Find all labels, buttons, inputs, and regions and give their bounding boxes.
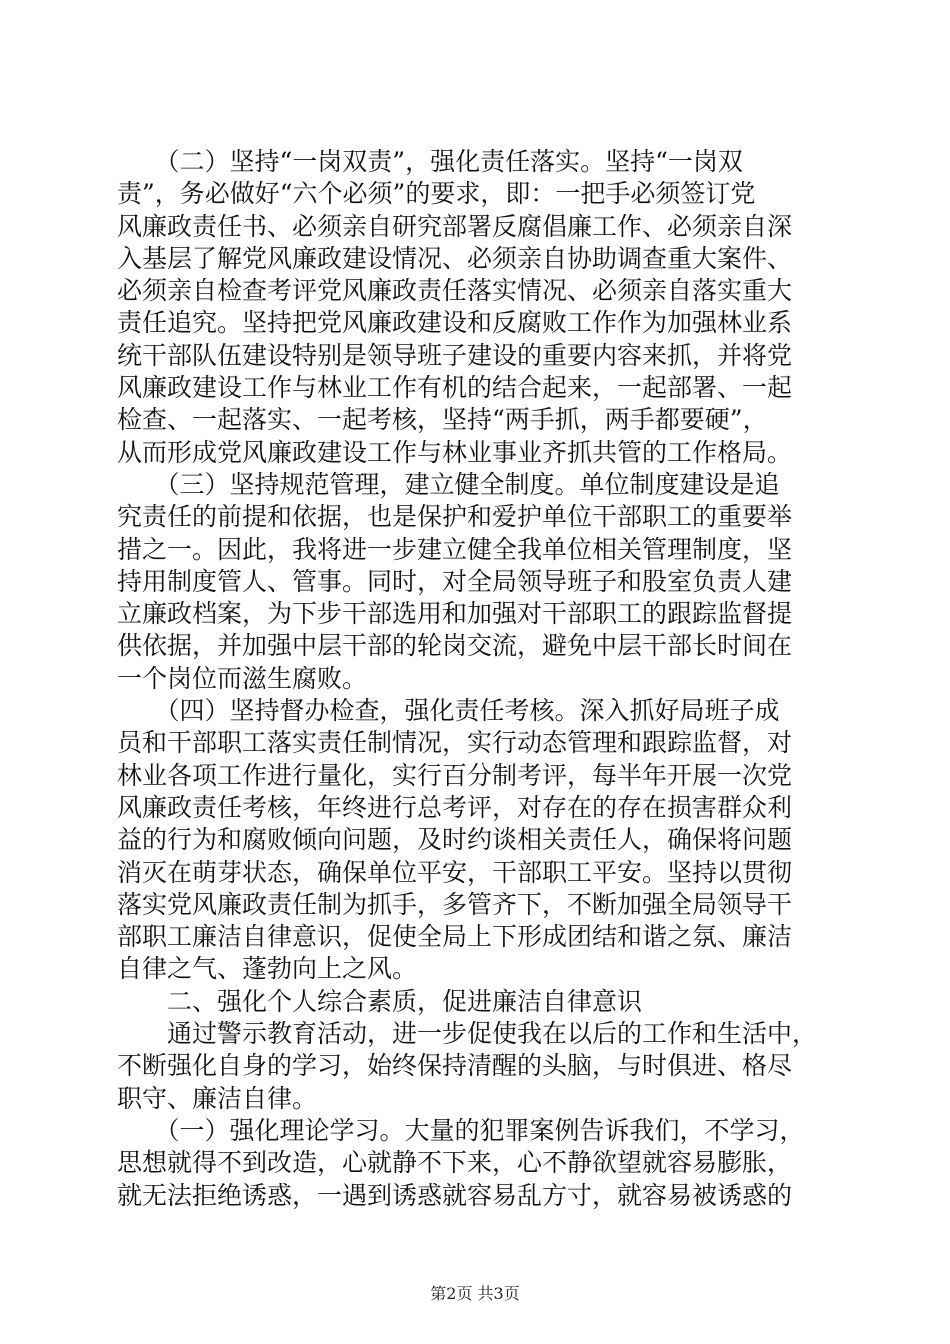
text-line: 落实党风廉政责任制为抓手，多管齐下，不断加强全局领导干 [117, 889, 793, 919]
text-line: 消灭在萌芽状态，确保单位平安，干部职工平安。坚持以贯彻 [117, 857, 793, 887]
text-line: 究责任的前提和依据，也是保护和爱护单位干部职工的重要举 [117, 502, 793, 532]
text-line: 一个岗位而滋生腐败。 [117, 663, 368, 693]
section-heading: 二、强化个人综合素质，促进廉洁自律意识 [117, 986, 643, 1016]
text-line: 必须亲自检查考评党风廉政责任落实情况、必须亲自落实重大 [117, 276, 793, 306]
text-line: 从而形成党风廉政建设工作与林业事业齐抓共管的工作格局。 [117, 437, 793, 467]
text-line: 通过警示教育活动，进一步促使我在以后的工作和生活中， [117, 1019, 818, 1049]
document-body [117, 146, 835, 1212]
text-line: 自律之气、蓬勃向上之风。 [117, 954, 418, 984]
text-line: 益的行为和腐败倾向问题，及时约谈相关责任人，确保将问题 [117, 825, 793, 855]
text-line: 职守、廉洁自律。 [117, 1083, 318, 1113]
text-line: 立廉政档案，为下步干部选用和加强对干部职工的跟踪监督提 [117, 599, 793, 629]
text-line: 不断强化自身的学习，始终保持清醒的头脑，与时俱进、格尽 [117, 1051, 793, 1081]
text-line: 措之一。因此，我将进一步建立健全我单位相关管理制度，坚 [117, 534, 793, 564]
text-line: （一）强化理论学习。大量的犯罪案例告诉我们，不学习， [117, 1115, 805, 1145]
text-line: 责”，务必做好“六个必须”的要求，即：一把手必须签订党 [117, 179, 756, 209]
text-line: 持用制度管人、管事。同时，对全局领导班子和股室负责人建 [117, 566, 793, 596]
text-line: 就无法拒绝诱惑，一遇到诱惑就容易乱方寸，就容易被诱惑的 [117, 1180, 793, 1210]
text-line: 责任追究。坚持把党风廉政建设和反腐败工作作为加强林业系 [117, 308, 793, 338]
text-line: 风廉政责任书、必须亲自研究部署反腐倡廉工作、必须亲自深 [117, 211, 793, 241]
text-line: 部职工廉洁自律意识，促使全局上下形成团结和谐之氛、廉洁 [117, 922, 793, 952]
text-line: 入基层了解党风廉政建设情况、必须亲自协助调查重大案件、 [117, 243, 793, 273]
text-line: （四）坚持督办检查，强化责任考核。深入抓好局班子成 [117, 696, 780, 726]
text-line: 员和干部职工落实责任制情况，实行动态管理和跟踪监督，对 [117, 728, 793, 758]
text-line: 检查、一起落实、一起考核，坚持“两手抓，两手都要硬”， [117, 405, 768, 435]
text-line: 林业各项工作进行量化，实行百分制考评，每半年开展一次党 [117, 760, 793, 790]
text-line: 思想就得不到改造，心就静不下来，心不静欲望就容易膨胀， [117, 1148, 793, 1178]
page-number-footer: 第2页 共3页 [430, 1284, 520, 1303]
text-line: 统干部队伍建设特别是领导班子建设的重要内容来抓，并将党 [117, 340, 793, 370]
text-line: 供依据，并加强中层干部的轮岗交流，避免中层干部长时间在 [117, 631, 793, 661]
text-line: （三）坚持规范管理，建立健全制度。单位制度建设是追 [117, 469, 780, 499]
text-line: （二）坚持“一岗双责”，强化责任落实。坚持“一岗双 [117, 147, 743, 176]
text-line: 风廉政责任考核，年终进行总考评，对存在的存在损害群众利 [117, 792, 793, 822]
text-line: 风廉政建设工作与林业工作有机的结合起来，一起部署、一起 [117, 373, 793, 403]
